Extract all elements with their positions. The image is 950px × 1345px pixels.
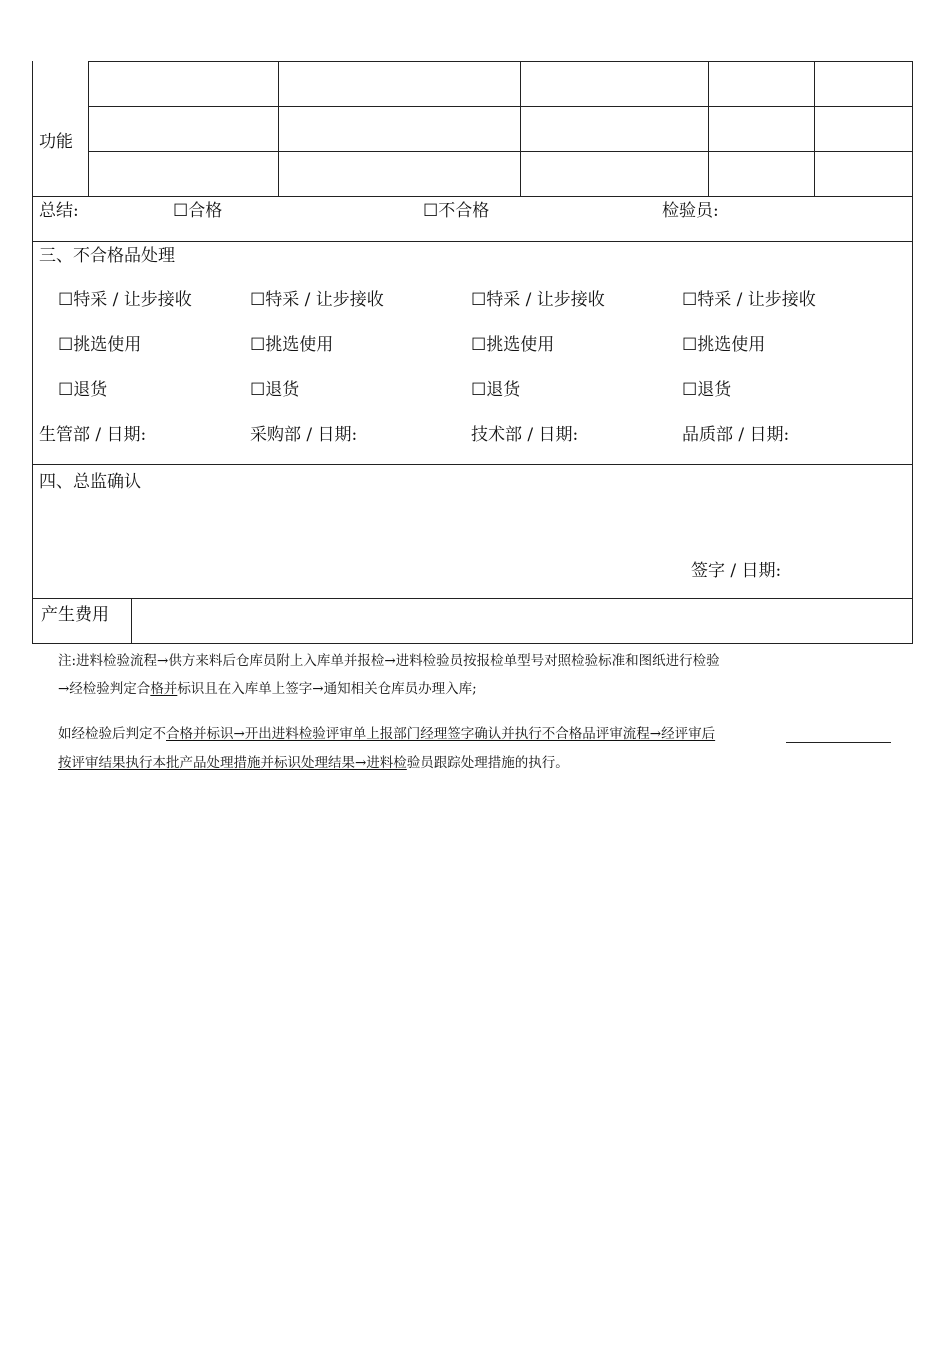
grid-row-line-1 <box>88 106 913 107</box>
select-use-checkbox-2[interactable]: ☐挑选使用 <box>250 335 334 355</box>
table-left-border <box>32 61 33 644</box>
note-line-2 <box>58 680 477 698</box>
section3-top-line <box>32 241 913 242</box>
cost-label: 产生费用 <box>41 605 109 625</box>
special-accept-checkbox-4[interactable]: ☐特采 / 让步接收 <box>682 290 816 310</box>
note-line-2-underlined: 格并 <box>150 681 178 697</box>
grid-col-line-5 <box>814 61 815 196</box>
section4-title: 四、总监确认 <box>39 472 141 492</box>
grid-col-line-4 <box>708 61 709 196</box>
grid-col-line-2 <box>278 61 279 196</box>
select-use-checkbox-3[interactable]: ☐挑选使用 <box>471 335 555 355</box>
cost-value-field[interactable] <box>132 599 912 643</box>
return-checkbox-4[interactable]: ☐退货 <box>682 380 732 400</box>
pass-checkbox[interactable]: ☐合格 <box>173 201 223 221</box>
return-checkbox-2[interactable]: ☐退货 <box>250 380 300 400</box>
grid-top-line <box>88 61 913 62</box>
note-line-2-part-a: →经检验判定合 <box>58 681 151 697</box>
sign-date-label: 签字 / 日期: <box>691 561 782 581</box>
fail-checkbox[interactable]: ☐不合格 <box>423 201 490 221</box>
select-use-checkbox-4[interactable]: ☐挑选使用 <box>682 335 766 355</box>
special-accept-checkbox-3[interactable]: ☐特采 / 让步接收 <box>471 290 605 310</box>
note-line-3-part-a: 如经检验后判定不 <box>58 726 166 742</box>
signoff-technical: 技术部 / 日期: <box>471 425 579 445</box>
return-checkbox-1[interactable]: ☐退货 <box>58 380 108 400</box>
signoff-production: 生管部 / 日期: <box>39 425 147 445</box>
inspector-label: 检验员: <box>662 201 719 221</box>
summary-top-line <box>32 196 913 197</box>
note-line-2-part-c: 标识且在入库单上签字→通知相关仓库员办理入库; <box>177 681 477 697</box>
signoff-quality: 品质部 / 日期: <box>682 425 790 445</box>
special-accept-checkbox-1[interactable]: ☐特采 / 让步接收 <box>58 290 192 310</box>
grid-row-line-2 <box>88 151 913 152</box>
special-accept-checkbox-2[interactable]: ☐特采 / 让步接收 <box>250 290 384 310</box>
table-bottom-line <box>32 643 913 644</box>
note-line-4-part-b: 验员跟踪处理措施的执行。 <box>406 755 569 771</box>
function-label: 功能 <box>39 132 73 152</box>
note-line-3-underlined: 合格并标识→开出进料检验评审单上报部门经理签字确认并执行不合格品评审流程→经评审后 <box>166 726 716 742</box>
note-line-4-underlined: 按评审结果执行本批产品处理措施并标识处理结果→进料检 <box>58 755 407 771</box>
note-line-3 <box>58 725 715 743</box>
grid-col-line-3 <box>520 61 521 196</box>
return-checkbox-3[interactable]: ☐退货 <box>471 380 521 400</box>
summary-label: 总结: <box>39 201 79 221</box>
table-right-border <box>912 61 913 644</box>
section3-title: 三、不合格品处理 <box>39 246 175 266</box>
note-line-4 <box>58 754 569 772</box>
grid-col-line-1 <box>88 61 89 196</box>
note-line-1: 注:进料检验流程→供方来料后仓库员附上入库单并报检→进料检验员按报检单型号对照检验标准和图纸进行检验 <box>58 653 720 669</box>
signoff-purchasing: 采购部 / 日期: <box>250 425 358 445</box>
select-use-checkbox-1[interactable]: ☐挑选使用 <box>58 335 142 355</box>
note-line-3-trailing-underline <box>786 742 891 743</box>
section4-top-line <box>32 464 913 465</box>
